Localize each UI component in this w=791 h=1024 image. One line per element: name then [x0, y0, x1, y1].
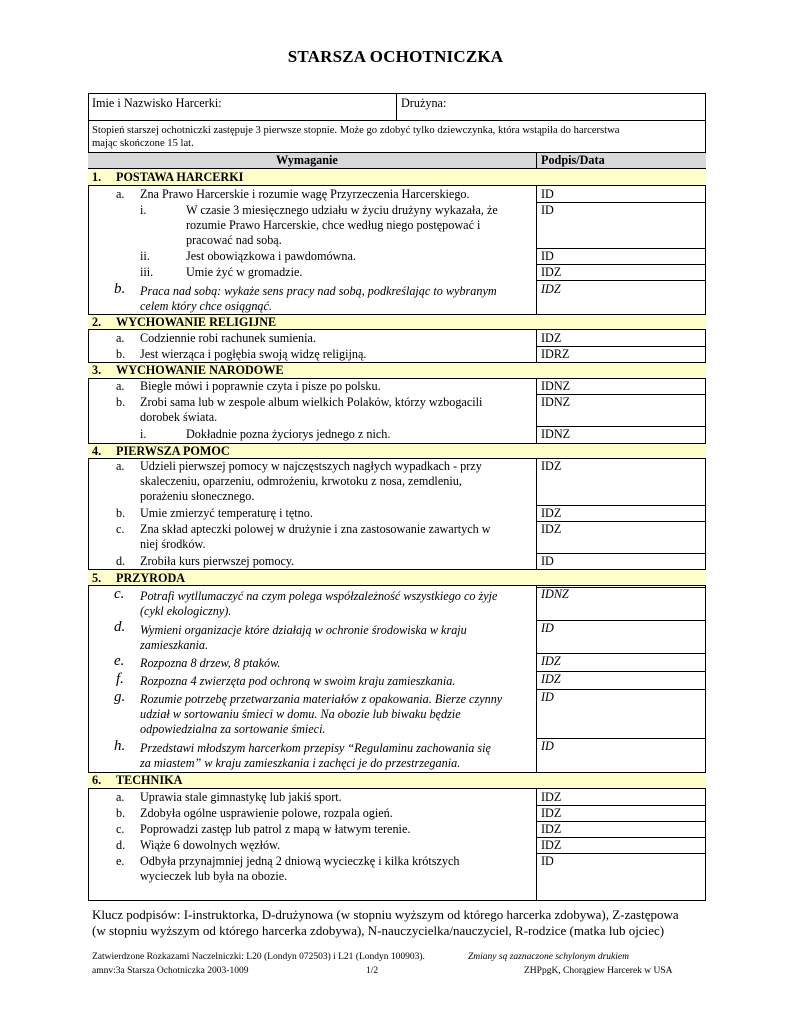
page-title: STARSZA OCHOTNICZKA: [287, 47, 504, 66]
signature-cell: IDZ: [541, 331, 562, 345]
section-header-1: 1. POSTAWA HARCERKI: [88, 169, 706, 186]
signature-cell: IDNZ: [541, 379, 571, 393]
signature-cell: ID: [541, 249, 554, 263]
signature-cell: IDRZ: [541, 347, 570, 361]
footer-file: amnv:3a Starsza Ochotniczka 2003-1009: [92, 966, 249, 976]
signature-cell: IDZ: [541, 806, 562, 820]
signature-cell: ID: [541, 187, 554, 201]
name-label: Imie i Nazwisko Harcerki:: [92, 96, 222, 110]
signature-cell: IDZ: [541, 790, 562, 804]
column-header-req: Wymaganie: [276, 153, 338, 167]
footer-page: 1/2: [366, 966, 379, 976]
signature-cell: IDZ: [541, 654, 561, 668]
team-label: Drużyna:: [401, 96, 447, 110]
intro-text: Stopień starszej ochotniczki zastępuje 3 pierwsze stopnie. Może go zdobyć tylko dziewczynka, która wstąpiła do harcerstwa mając skończone 15 lat.: [92, 125, 620, 149]
section-header-6: 6. TECHNIKA: [88, 772, 706, 789]
signature-cell: ID: [541, 621, 554, 635]
signature-cell: ID: [541, 739, 554, 753]
signature-cell: ID: [541, 554, 554, 568]
section-header-2: 2. WYCHOWANIE RELIGIJNE: [88, 314, 706, 330]
footer-org: ZHPpgK, Chorągiew Harcerek w USA: [524, 966, 673, 976]
section-header-3: 3. WYCHOWANIE NARODOWE: [88, 362, 706, 379]
signature-cell: IDNZ: [541, 587, 569, 601]
signature-cell: IDZ: [541, 506, 562, 520]
signature-cell: IDNZ: [541, 427, 571, 441]
section-header-4: 4. PIERWSZA POMOC: [88, 443, 706, 459]
signature-cell: ID: [541, 854, 554, 868]
signature-cell: IDZ: [541, 822, 562, 836]
signature-cell: IDZ: [541, 282, 561, 296]
column-header-sig: Podpis/Data: [541, 153, 605, 167]
signature-cell: ID: [541, 203, 554, 217]
signature-cell: IDZ: [541, 838, 562, 852]
signature-cell: IDZ: [541, 522, 562, 536]
signature-cell: IDZ: [541, 265, 562, 279]
signature-cell: IDZ: [541, 459, 562, 473]
signature-cell: IDNZ: [541, 395, 571, 409]
footer-approved: Zatwierdzone Rozkazami Naczelniczki: L20 (Londyn 072503) i L21 (Londyn 100903).: [92, 952, 425, 962]
signature-key: Klucz podpisów: I-instruktorka, D-drużynowa (w stopniu wyższym od którego harcerka zdobywa), Z-zastępowa (w stopniu wyższym od którego harcerka zdobywa), N-nauczycielka/nauczyciel, R-rodzice (matka lub ojciec): [92, 907, 679, 938]
footer-changes-note: Zmiany są zaznaczone schylonym drukiem: [468, 952, 629, 962]
section-header-5: 5. PRZYRODA: [88, 569, 706, 586]
signature-cell: IDZ: [541, 672, 561, 686]
signature-cell: ID: [541, 690, 554, 704]
